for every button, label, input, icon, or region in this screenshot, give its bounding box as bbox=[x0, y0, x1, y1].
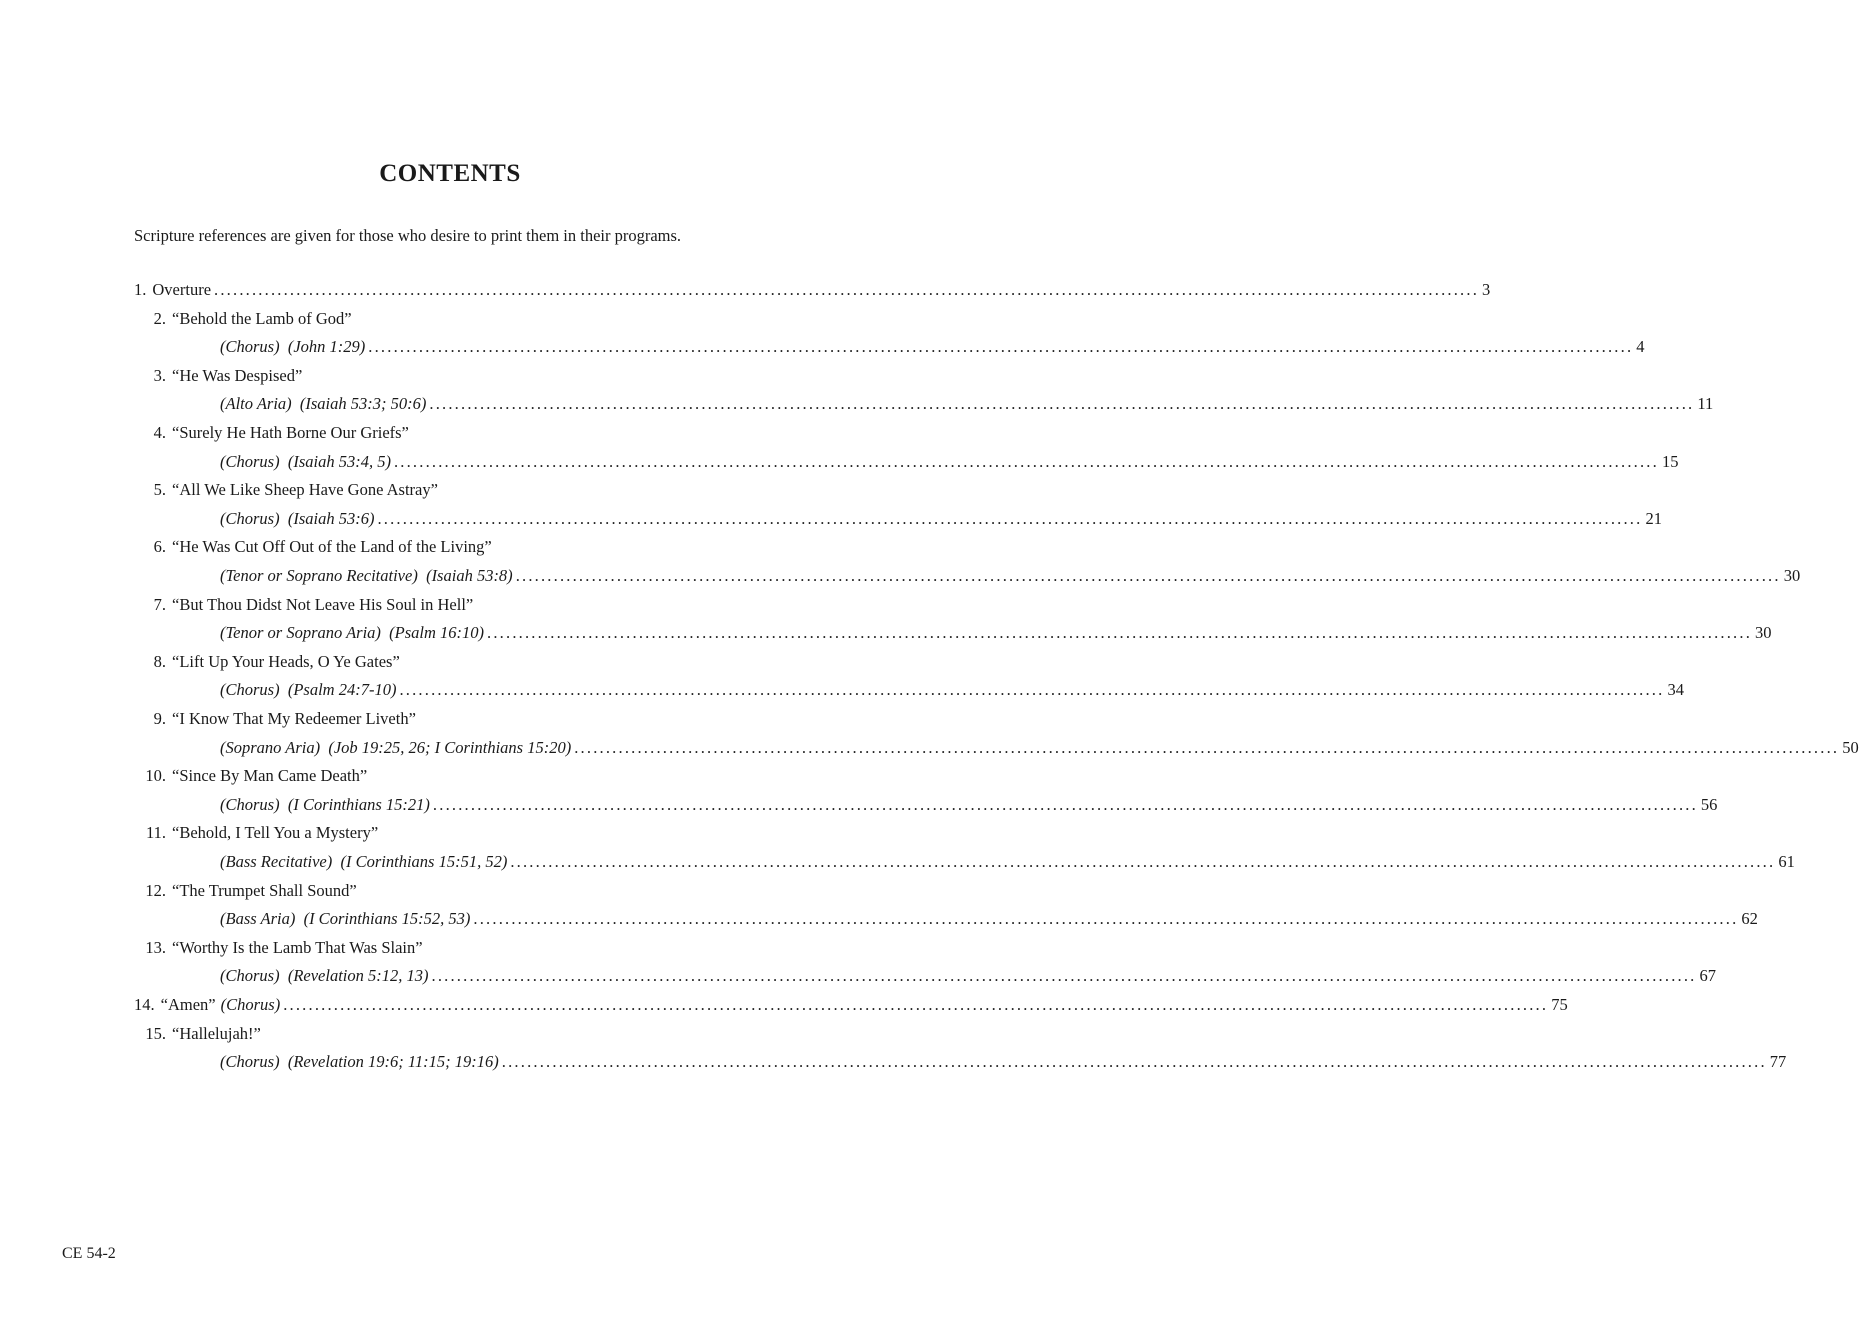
entry-scripture: (Bass Recitative) (I Corinthians 15:51, 52) bbox=[220, 852, 508, 871]
entry-scripture: (Chorus) (John 1:29) bbox=[220, 337, 366, 357]
entry-scripture: (Alto Aria) (Isaiah 53:3; 50:6) bbox=[220, 394, 427, 414]
toc-subentry bbox=[220, 794, 1718, 821]
toc-subentry bbox=[220, 451, 1679, 478]
dot-leader: ........................................................................................................................................................................................................ bbox=[399, 680, 1665, 700]
dot-leader: ........................................................................................................................................................................................................ bbox=[473, 909, 1739, 929]
entry-scripture: (Chorus) (Revelation 5:12, 13) bbox=[220, 966, 429, 986]
toc-entry bbox=[134, 938, 784, 964]
toc-entry bbox=[134, 280, 1491, 306]
entry-page: 21 bbox=[1645, 508, 1662, 528]
entry-title: “Hallelujah!” bbox=[172, 1023, 261, 1043]
toc-entry bbox=[134, 309, 784, 335]
entry-page: 61 bbox=[1778, 852, 1795, 871]
toc-subentry bbox=[220, 966, 1716, 992]
entry-title: “Surely He Hath Borne Our Griefs” bbox=[172, 423, 409, 442]
entry-scripture: (Soprano Aria) (Job 19:25, 26; I Corinthians 15:20) bbox=[220, 737, 572, 757]
entry-page: 67 bbox=[1699, 966, 1716, 986]
toc-entry bbox=[134, 595, 784, 621]
entry-voice: (Chorus) bbox=[220, 995, 281, 1014]
entry-page: 75 bbox=[1551, 995, 1568, 1014]
entry-title: “Behold, I Tell You a Mystery” bbox=[172, 823, 379, 843]
entry-page: 62 bbox=[1741, 909, 1758, 929]
entry-page: 50 bbox=[1842, 737, 1859, 757]
entry-title: “I Know That My Redeemer Liveth” bbox=[172, 709, 416, 728]
entry-title: “All We Like Sheep Have Gone Astray” bbox=[172, 480, 438, 500]
page-title: CONTENTS bbox=[379, 160, 521, 187]
entry-page: 77 bbox=[1769, 1052, 1787, 1072]
entry-title: “Behold the Lamb of God” bbox=[172, 308, 352, 328]
toc-entry bbox=[134, 1024, 784, 1050]
dot-leader: ........................................................................................................................................................................................................ bbox=[283, 995, 1549, 1014]
dot-leader: ........................................................................................................................................................................................................ bbox=[368, 337, 1634, 357]
toc-entry bbox=[134, 881, 784, 907]
dot-leader: ........................................................................................................................................................................................................ bbox=[432, 794, 1698, 814]
entry-scripture: (Bass Aria) (I Corinthians 15:52, 53) bbox=[220, 909, 471, 929]
dot-leader: ........................................................................................................................................................................................................ bbox=[574, 737, 1840, 757]
toc-subentry bbox=[220, 394, 1714, 420]
toc-subentry bbox=[220, 852, 1795, 878]
dot-leader: ........................................................................................................................................................................................................ bbox=[393, 451, 1659, 471]
entry-number: 8. bbox=[153, 651, 166, 671]
entry-page: 3 bbox=[1482, 280, 1491, 299]
entry-number: 4. bbox=[153, 423, 166, 442]
toc-subentry bbox=[220, 566, 1801, 592]
toc-subentry bbox=[220, 508, 1662, 535]
intro-text: Scripture references are given for those who desire to print them in their programs. bbox=[134, 226, 682, 245]
catalog-number: CE 54-2 bbox=[62, 1245, 116, 1262]
entry-page: 15 bbox=[1661, 451, 1679, 471]
entry-number: 7. bbox=[153, 594, 166, 614]
entry-title: Overture bbox=[152, 280, 212, 299]
entry-title: “The Trumpet Shall Sound” bbox=[172, 880, 357, 900]
entry-scripture: (Chorus) (Revelation 19:6; 11:15; 19:16) bbox=[220, 1052, 499, 1072]
entry-number: 10. bbox=[145, 766, 166, 786]
entry-number: 12. bbox=[145, 880, 166, 900]
toc-entry bbox=[134, 480, 784, 506]
toc-subentry bbox=[220, 737, 1859, 764]
entry-title: “Since By Man Came Death” bbox=[172, 766, 368, 786]
entry-title: “Worthy Is the Lamb That Was Slain” bbox=[172, 937, 423, 957]
dot-leader: ........................................................................................................................................................................................................ bbox=[214, 280, 1480, 299]
entry-number: 14. bbox=[134, 995, 155, 1014]
toc-subentry bbox=[220, 909, 1758, 935]
toc-entry bbox=[134, 652, 784, 678]
toc-subentry bbox=[220, 1052, 1787, 1078]
entry-title: “Amen” bbox=[160, 995, 216, 1014]
entry-scripture: (Chorus) (I Corinthians 15:21) bbox=[220, 794, 430, 814]
entry-scripture: (Chorus) (Isaiah 53:4, 5) bbox=[220, 451, 391, 471]
toc-entry bbox=[134, 995, 1568, 1021]
toc-entry bbox=[134, 537, 784, 563]
dot-leader: ........................................................................................................................................................................................................ bbox=[377, 508, 1643, 528]
entry-number: 6. bbox=[153, 537, 166, 557]
dot-leader: ........................................................................................................................................................................................................ bbox=[429, 394, 1695, 414]
toc-subentry bbox=[220, 623, 1772, 649]
entry-title: “He Was Despised” bbox=[172, 365, 303, 385]
entry-page: 4 bbox=[1636, 337, 1645, 357]
entry-page: 30 bbox=[1783, 566, 1801, 585]
entry-number: 5. bbox=[153, 480, 166, 500]
toc-subentry bbox=[220, 337, 1645, 363]
entry-number: 13. bbox=[145, 937, 166, 957]
dot-leader: ........................................................................................................................................................................................................ bbox=[431, 966, 1697, 986]
entry-scripture: (Chorus) (Isaiah 53:6) bbox=[220, 508, 375, 528]
entry-scripture: (Tenor or Soprano Aria) (Psalm 16:10) bbox=[220, 623, 485, 643]
dot-leader: ........................................................................................................................................................................................................ bbox=[510, 852, 1776, 871]
dot-leader: ........................................................................................................................................................................................................ bbox=[515, 566, 1781, 585]
entry-number: 11. bbox=[145, 823, 166, 843]
toc-subentry bbox=[220, 680, 1684, 706]
entry-page: 56 bbox=[1700, 794, 1718, 814]
entry-page: 34 bbox=[1667, 680, 1684, 700]
entry-number: 9. bbox=[153, 709, 166, 728]
toc-entry bbox=[134, 423, 784, 449]
entry-scripture: (Tenor or Soprano Recitative) (Isaiah 53:8) bbox=[220, 566, 513, 585]
dot-leader: ........................................................................................................................................................................................................ bbox=[487, 623, 1753, 643]
entry-title: “He Was Cut Off Out of the Land of the Living” bbox=[172, 537, 492, 557]
entry-number: 3. bbox=[153, 365, 166, 385]
entry-title: “Lift Up Your Heads, O Ye Gates” bbox=[172, 651, 400, 671]
entry-number: 15. bbox=[145, 1023, 166, 1043]
entry-page: 30 bbox=[1755, 623, 1772, 643]
entry-number: 2. bbox=[153, 308, 166, 328]
toc-entry bbox=[134, 766, 784, 792]
entry-page: 11 bbox=[1697, 394, 1714, 414]
toc-entry bbox=[134, 366, 784, 392]
entry-number: 1. bbox=[134, 280, 147, 299]
toc-entry bbox=[134, 823, 784, 849]
dot-leader: ........................................................................................................................................................................................................ bbox=[501, 1052, 1767, 1072]
entry-scripture: (Chorus) (Psalm 24:7-10) bbox=[220, 680, 397, 700]
entry-title: “But Thou Didst Not Leave His Soul in Hell” bbox=[172, 594, 474, 614]
toc-entry bbox=[134, 709, 784, 735]
